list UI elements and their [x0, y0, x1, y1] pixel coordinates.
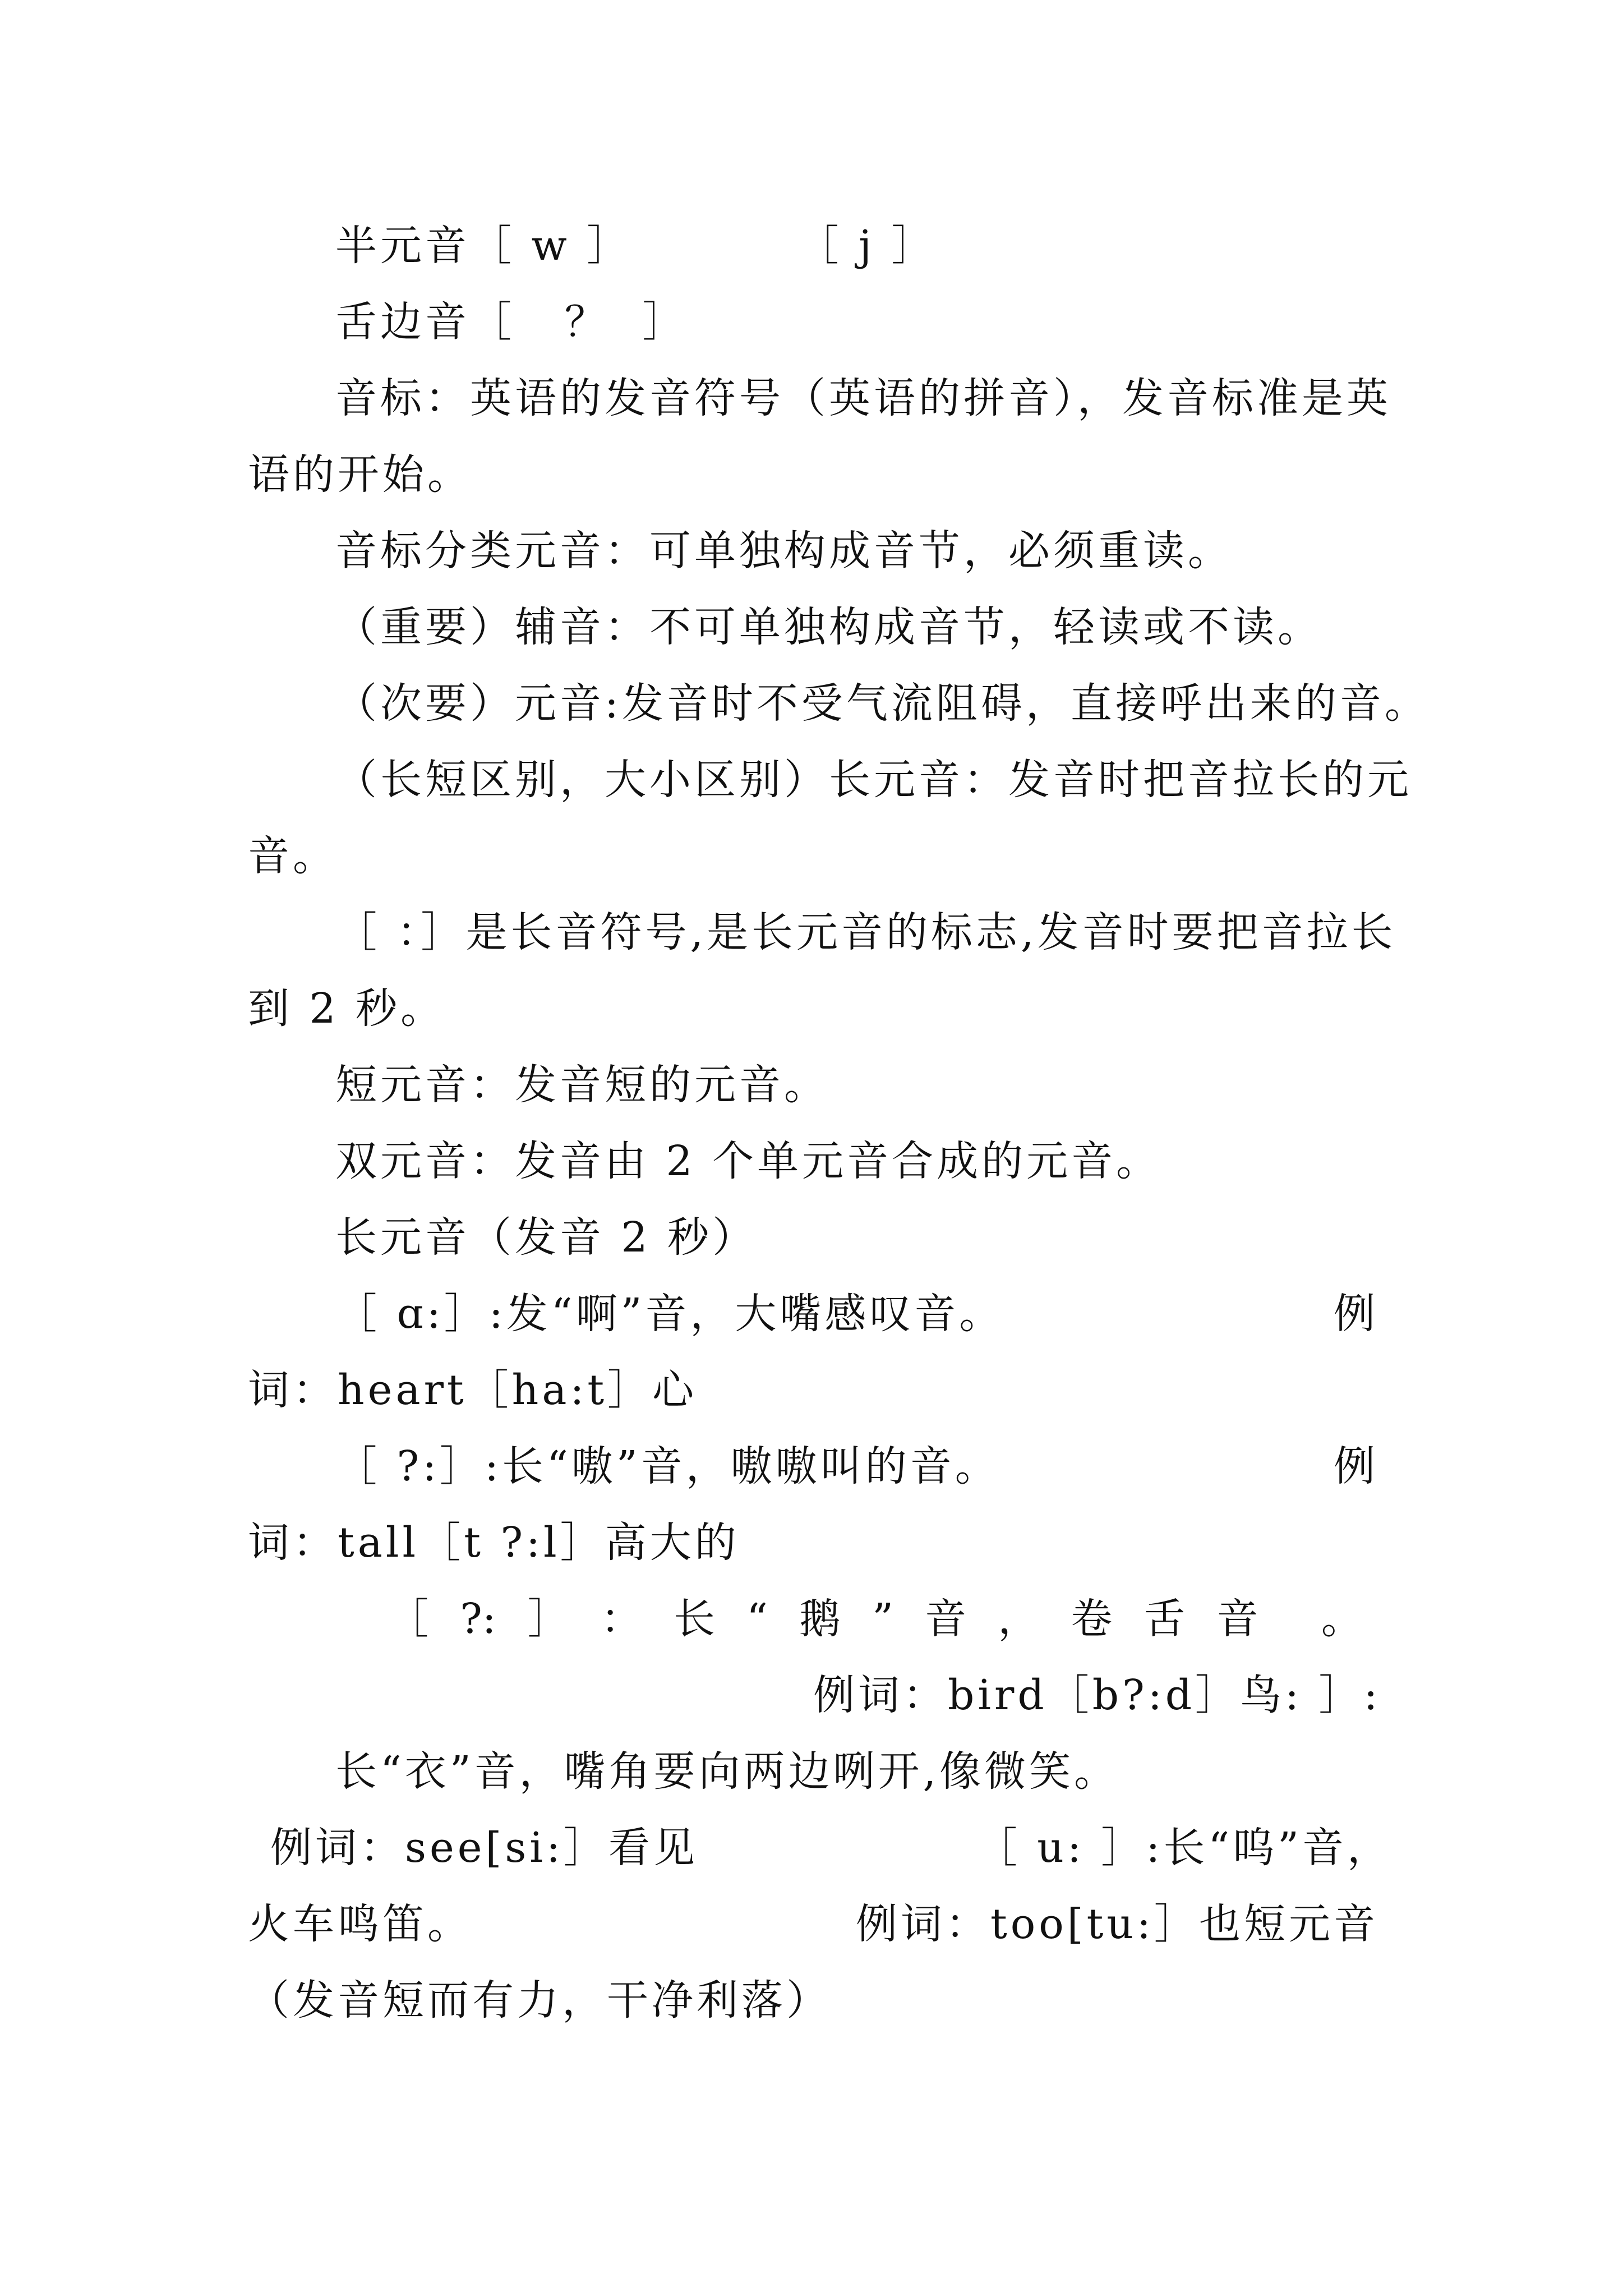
example-text: 例词：see[si:］看见 [270, 1824, 699, 1872]
spaced-char: ［ [387, 1595, 428, 1643]
spaced-char: 音 [1216, 1595, 1258, 1643]
paragraph-line: 音。 [248, 832, 338, 880]
example-text: 例词：too[tu:］也短元音 [855, 1900, 1378, 1948]
semivowel-line: 半元音［ w ］ ［ j ］ [335, 222, 937, 270]
paragraph-line: 语的开始。 [248, 450, 472, 499]
spaced-char: 鹅 [799, 1595, 841, 1643]
vowel-description: ［ ?:］:长“嗷”音，嗷嗷叫的音。 [335, 1442, 1000, 1490]
vowel-u-line [270, 1822, 1392, 1874]
paragraph-line: 音标：英语的发音符号（英语的拼音），发音标准是英 [335, 374, 1391, 422]
spaced-char: 长 [674, 1595, 716, 1643]
spaced-char: 舌 [1144, 1595, 1186, 1643]
example-label-fragment: 例 [1334, 1290, 1378, 1338]
example-line: 例词：bird［b?:d］鸟: ］: [813, 1671, 1381, 1719]
vowel-o-line [335, 1441, 1378, 1492]
lateral-line: 舌边音［ ？ ］ [335, 298, 688, 346]
paragraph-line: 到 2 秒。 [248, 984, 446, 1033]
vowel-er-line [387, 1593, 1363, 1645]
vowel-description: ［ u: ］:长“呜”音， [975, 1824, 1392, 1872]
paragraph-line: 短元音：发音短的元音。 [335, 1061, 829, 1109]
example-line [248, 1898, 1378, 1950]
paragraph-line: 双元音：发音由 2 个单元音合成的元音。 [335, 1137, 1161, 1185]
example-line: 词：heart［ha:t］心 [248, 1366, 698, 1414]
paragraph-line: （发音短而有力，干净利落） [248, 1976, 831, 2024]
spaced-char: ， [998, 1595, 1040, 1643]
vowel-description: ［ ɑ:］:发“啊”音，大嘴感叹音。 [335, 1290, 1004, 1338]
paragraph-line: 音标分类元音：可单独构成音节，必须重读。 [335, 527, 1233, 575]
spaced-char: ?: [460, 1595, 496, 1643]
vowel-description: 火车鸣笛。 [248, 1900, 472, 1948]
spaced-char: 。 [1321, 1595, 1363, 1643]
spaced-char: ］ [527, 1595, 569, 1643]
spaced-char: 音 [925, 1595, 967, 1643]
section-heading: 长元音（发音 2 秒） [335, 1213, 758, 1262]
spaced-char: ： [600, 1595, 642, 1643]
paragraph-line: （长短区别，大小区别）长元音：发音时把音拉长的元 [335, 756, 1412, 804]
example-line: 词：tall［t ?:l］高大的 [248, 1519, 740, 1567]
paragraph-line: （重要）辅音：不可单独构成音节，轻读或不读。 [335, 603, 1322, 651]
example-label-fragment: 例 [1334, 1442, 1378, 1490]
spaced-char: 卷 [1071, 1595, 1113, 1643]
paragraph-line: ［ ：］是长音符号,是长元音的标志,发音时要把音拉长 [335, 908, 1396, 956]
spaced-char: ” [872, 1595, 894, 1643]
paragraph-line: （次要）元音:发音时不受气流阻碍，直接呼出来的音。 [335, 679, 1430, 728]
vowel-a-line [335, 1288, 1378, 1340]
vowel-i-line: 长“衣”音，嘴角要向两边咧开,像微笑。 [335, 1747, 1119, 1796]
spaced-char: “ [746, 1595, 768, 1643]
